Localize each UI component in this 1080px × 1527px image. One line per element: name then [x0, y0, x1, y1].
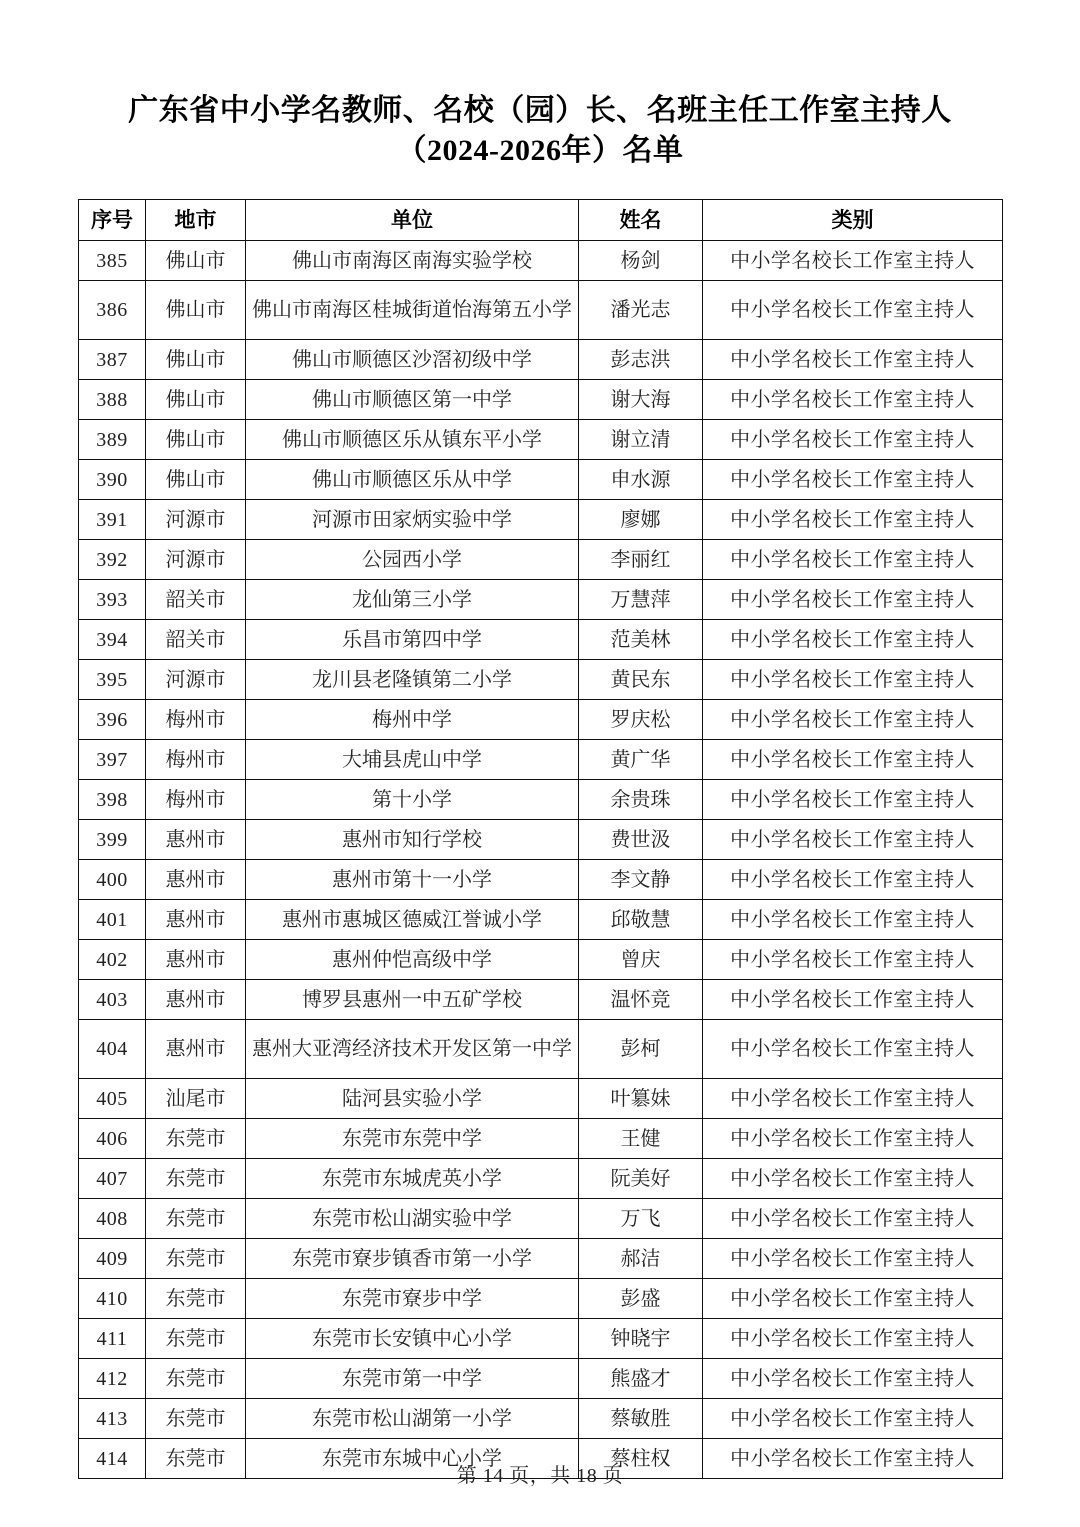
roster-table — [78, 199, 1003, 1479]
cell-city: 河源市 — [146, 660, 246, 700]
cell-unit: 东莞市第一中学 — [246, 1359, 579, 1399]
cell-category: 中小学名校长工作室主持人 — [703, 500, 1003, 540]
page-title-line-2: （2024-2026年）名单 — [396, 134, 684, 167]
cell-seq: 386 — [79, 281, 146, 340]
table-row — [79, 1359, 1003, 1399]
cell-name: 邱敬慧 — [579, 900, 703, 940]
cell-unit: 河源市田家炳实验中学 — [246, 500, 579, 540]
cell-category: 中小学名校长工作室主持人 — [703, 1020, 1003, 1079]
cell-city: 梅州市 — [146, 780, 246, 820]
cell-seq: 396 — [79, 700, 146, 740]
cell-city: 惠州市 — [146, 1020, 246, 1079]
cell-unit: 公园西小学 — [246, 540, 579, 580]
cell-seq: 410 — [79, 1279, 146, 1319]
cell-city: 佛山市 — [146, 241, 246, 281]
cell-name: 谢立清 — [579, 420, 703, 460]
cell-name: 阮美好 — [579, 1159, 703, 1199]
cell-city: 东莞市 — [146, 1199, 246, 1239]
cell-unit: 东莞市东莞中学 — [246, 1119, 579, 1159]
cell-name: 杨剑 — [579, 241, 703, 281]
cell-city: 东莞市 — [146, 1119, 246, 1159]
cell-name: 钟晓宇 — [579, 1319, 703, 1359]
cell-seq: 389 — [79, 420, 146, 460]
cell-unit: 陆河县实验小学 — [246, 1079, 579, 1119]
cell-seq: 413 — [79, 1399, 146, 1439]
cell-name: 费世汲 — [579, 820, 703, 860]
table-row — [79, 580, 1003, 620]
cell-seq: 412 — [79, 1359, 146, 1399]
cell-city: 东莞市 — [146, 1439, 246, 1479]
cell-unit: 东莞市松山湖实验中学 — [246, 1199, 579, 1239]
cell-category: 中小学名校长工作室主持人 — [703, 1199, 1003, 1239]
table-header-row — [79, 200, 1003, 241]
cell-category: 中小学名校长工作室主持人 — [703, 241, 1003, 281]
cell-city: 韶关市 — [146, 580, 246, 620]
table-row — [79, 420, 1003, 460]
cell-unit: 佛山市顺德区沙滘初级中学 — [246, 340, 579, 380]
cell-unit: 龙仙第三小学 — [246, 580, 579, 620]
cell-category: 中小学名校长工作室主持人 — [703, 620, 1003, 660]
cell-category: 中小学名校长工作室主持人 — [703, 740, 1003, 780]
cell-city: 东莞市 — [146, 1399, 246, 1439]
table-row — [79, 1279, 1003, 1319]
cell-unit: 第十小学 — [246, 780, 579, 820]
column-header-category: 类别 — [703, 200, 1003, 241]
table-row — [79, 460, 1003, 500]
cell-name: 曾庆 — [579, 940, 703, 980]
cell-unit: 东莞市松山湖第一小学 — [246, 1399, 579, 1439]
table-row — [79, 241, 1003, 281]
cell-category: 中小学名校长工作室主持人 — [703, 1359, 1003, 1399]
cell-seq: 387 — [79, 340, 146, 380]
cell-city: 佛山市 — [146, 340, 246, 380]
cell-name: 李文静 — [579, 860, 703, 900]
cell-category: 中小学名校长工作室主持人 — [703, 1239, 1003, 1279]
cell-name: 彭志洪 — [579, 340, 703, 380]
cell-city: 韶关市 — [146, 620, 246, 660]
cell-name: 李丽红 — [579, 540, 703, 580]
cell-category: 中小学名校长工作室主持人 — [703, 281, 1003, 340]
cell-category: 中小学名校长工作室主持人 — [703, 460, 1003, 500]
cell-seq: 392 — [79, 540, 146, 580]
cell-category: 中小学名校长工作室主持人 — [703, 900, 1003, 940]
table-row — [79, 1319, 1003, 1359]
cell-name: 黄民东 — [579, 660, 703, 700]
cell-name: 蔡柱权 — [579, 1439, 703, 1479]
cell-city: 惠州市 — [146, 820, 246, 860]
cell-name: 万慧萍 — [579, 580, 703, 620]
cell-unit: 佛山市南海区桂城街道怡海第五小学 — [246, 281, 579, 340]
table-row — [79, 500, 1003, 540]
cell-city: 河源市 — [146, 540, 246, 580]
cell-unit: 佛山市顺德区乐从中学 — [246, 460, 579, 500]
cell-category: 中小学名校长工作室主持人 — [703, 580, 1003, 620]
cell-unit: 惠州市第十一小学 — [246, 860, 579, 900]
page-title-line-1: 广东省中小学名教师、名校（园）长、名班主任工作室主持人 — [128, 94, 952, 127]
cell-category: 中小学名校长工作室主持人 — [703, 1119, 1003, 1159]
table-row — [79, 1159, 1003, 1199]
table-row — [79, 1199, 1003, 1239]
cell-name: 申水源 — [579, 460, 703, 500]
cell-unit: 乐昌市第四中学 — [246, 620, 579, 660]
cell-unit: 惠州市惠城区德威江誉诚小学 — [246, 900, 579, 940]
column-header-seq: 序号 — [79, 200, 146, 241]
cell-city: 佛山市 — [146, 460, 246, 500]
cell-name: 彭盛 — [579, 1279, 703, 1319]
cell-category: 中小学名校长工作室主持人 — [703, 1279, 1003, 1319]
cell-seq: 394 — [79, 620, 146, 660]
cell-city: 惠州市 — [146, 980, 246, 1020]
cell-unit: 惠州大亚湾经济技术开发区第一中学 — [246, 1020, 579, 1079]
table-row — [79, 540, 1003, 580]
cell-category: 中小学名校长工作室主持人 — [703, 1079, 1003, 1119]
cell-name: 彭柯 — [579, 1020, 703, 1079]
cell-name: 罗庆松 — [579, 700, 703, 740]
cell-unit: 龙川县老隆镇第二小学 — [246, 660, 579, 700]
cell-city: 佛山市 — [146, 281, 246, 340]
table-row — [79, 900, 1003, 940]
table-row — [79, 1079, 1003, 1119]
page-footer: 第 14 页，共 18 页 — [456, 1465, 624, 1487]
cell-category: 中小学名校长工作室主持人 — [703, 540, 1003, 580]
cell-unit: 东莞市东城虎英小学 — [246, 1159, 579, 1199]
cell-unit: 博罗县惠州一中五矿学校 — [246, 980, 579, 1020]
cell-seq: 403 — [79, 980, 146, 1020]
table-row — [79, 1239, 1003, 1279]
table-row — [79, 340, 1003, 380]
cell-category: 中小学名校长工作室主持人 — [703, 1159, 1003, 1199]
table-row — [79, 780, 1003, 820]
page-title — [0, 0, 1080, 170]
table-row — [79, 660, 1003, 700]
table-row — [79, 860, 1003, 900]
cell-seq: 399 — [79, 820, 146, 860]
cell-category: 中小学名校长工作室主持人 — [703, 380, 1003, 420]
cell-seq: 388 — [79, 380, 146, 420]
cell-name: 温怀竞 — [579, 980, 703, 1020]
cell-category: 中小学名校长工作室主持人 — [703, 940, 1003, 980]
cell-seq: 404 — [79, 1020, 146, 1079]
cell-city: 东莞市 — [146, 1159, 246, 1199]
cell-seq: 401 — [79, 900, 146, 940]
cell-seq: 411 — [79, 1319, 146, 1359]
cell-category: 中小学名校长工作室主持人 — [703, 780, 1003, 820]
cell-unit: 佛山市顺德区乐从镇东平小学 — [246, 420, 579, 460]
cell-category: 中小学名校长工作室主持人 — [703, 1399, 1003, 1439]
cell-name: 蔡敏胜 — [579, 1399, 703, 1439]
cell-category: 中小学名校长工作室主持人 — [703, 340, 1003, 380]
table-row — [79, 1020, 1003, 1079]
cell-name: 王健 — [579, 1119, 703, 1159]
cell-unit: 惠州仲恺高级中学 — [246, 940, 579, 980]
cell-city: 佛山市 — [146, 380, 246, 420]
cell-unit: 佛山市顺德区第一中学 — [246, 380, 579, 420]
cell-name: 郝洁 — [579, 1239, 703, 1279]
table-row — [79, 700, 1003, 740]
cell-name: 廖娜 — [579, 500, 703, 540]
table-row — [79, 980, 1003, 1020]
table-header — [79, 200, 1003, 241]
cell-seq: 402 — [79, 940, 146, 980]
cell-name: 熊盛才 — [579, 1359, 703, 1399]
cell-unit: 东莞市寮步中学 — [246, 1279, 579, 1319]
cell-name: 潘光志 — [579, 281, 703, 340]
cell-city: 汕尾市 — [146, 1079, 246, 1119]
cell-city: 河源市 — [146, 500, 246, 540]
cell-seq: 407 — [79, 1159, 146, 1199]
cell-seq: 395 — [79, 660, 146, 700]
cell-seq: 409 — [79, 1239, 146, 1279]
cell-name: 余贵珠 — [579, 780, 703, 820]
roster-table-container — [0, 199, 1080, 1479]
cell-seq: 400 — [79, 860, 146, 900]
cell-seq: 405 — [79, 1079, 146, 1119]
cell-unit: 梅州中学 — [246, 700, 579, 740]
cell-city: 惠州市 — [146, 940, 246, 980]
cell-category: 中小学名校长工作室主持人 — [703, 860, 1003, 900]
cell-city: 东莞市 — [146, 1319, 246, 1359]
cell-city: 惠州市 — [146, 900, 246, 940]
cell-unit: 东莞市长安镇中心小学 — [246, 1319, 579, 1359]
cell-seq: 393 — [79, 580, 146, 620]
cell-name: 范美林 — [579, 620, 703, 660]
cell-city: 东莞市 — [146, 1239, 246, 1279]
cell-category: 中小学名校长工作室主持人 — [703, 700, 1003, 740]
cell-seq: 408 — [79, 1199, 146, 1239]
cell-unit: 大埔县虎山中学 — [246, 740, 579, 780]
cell-seq: 398 — [79, 780, 146, 820]
cell-category: 中小学名校长工作室主持人 — [703, 980, 1003, 1020]
cell-city: 佛山市 — [146, 420, 246, 460]
cell-city: 梅州市 — [146, 700, 246, 740]
table-row — [79, 281, 1003, 340]
cell-category: 中小学名校长工作室主持人 — [703, 660, 1003, 700]
cell-unit: 惠州市知行学校 — [246, 820, 579, 860]
cell-category: 中小学名校长工作室主持人 — [703, 1439, 1003, 1479]
cell-name: 黄广华 — [579, 740, 703, 780]
cell-category: 中小学名校长工作室主持人 — [703, 420, 1003, 460]
table-row — [79, 380, 1003, 420]
cell-name: 叶簒妹 — [579, 1079, 703, 1119]
table-row — [79, 820, 1003, 860]
cell-seq: 406 — [79, 1119, 146, 1159]
cell-unit: 东莞市东城中心小学 — [246, 1439, 579, 1479]
column-header-unit: 单位 — [246, 200, 579, 241]
table-body — [79, 241, 1003, 1479]
cell-category: 中小学名校长工作室主持人 — [703, 1319, 1003, 1359]
cell-city: 东莞市 — [146, 1279, 246, 1319]
cell-seq: 397 — [79, 740, 146, 780]
table-row — [79, 1119, 1003, 1159]
column-header-city: 地市 — [146, 200, 246, 241]
column-header-name: 姓名 — [579, 200, 703, 241]
cell-seq: 385 — [79, 241, 146, 281]
cell-city: 梅州市 — [146, 740, 246, 780]
cell-name: 谢大海 — [579, 380, 703, 420]
table-row — [79, 740, 1003, 780]
cell-category: 中小学名校长工作室主持人 — [703, 820, 1003, 860]
cell-unit: 东莞市寮步镇香市第一小学 — [246, 1239, 579, 1279]
cell-city: 东莞市 — [146, 1359, 246, 1399]
cell-seq: 390 — [79, 460, 146, 500]
table-row — [79, 1399, 1003, 1439]
table-row — [79, 940, 1003, 980]
cell-seq: 391 — [79, 500, 146, 540]
cell-seq: 414 — [79, 1439, 146, 1479]
table-row — [79, 620, 1003, 660]
cell-unit: 佛山市南海区南海实验学校 — [246, 241, 579, 281]
cell-city: 惠州市 — [146, 860, 246, 900]
cell-name: 万飞 — [579, 1199, 703, 1239]
